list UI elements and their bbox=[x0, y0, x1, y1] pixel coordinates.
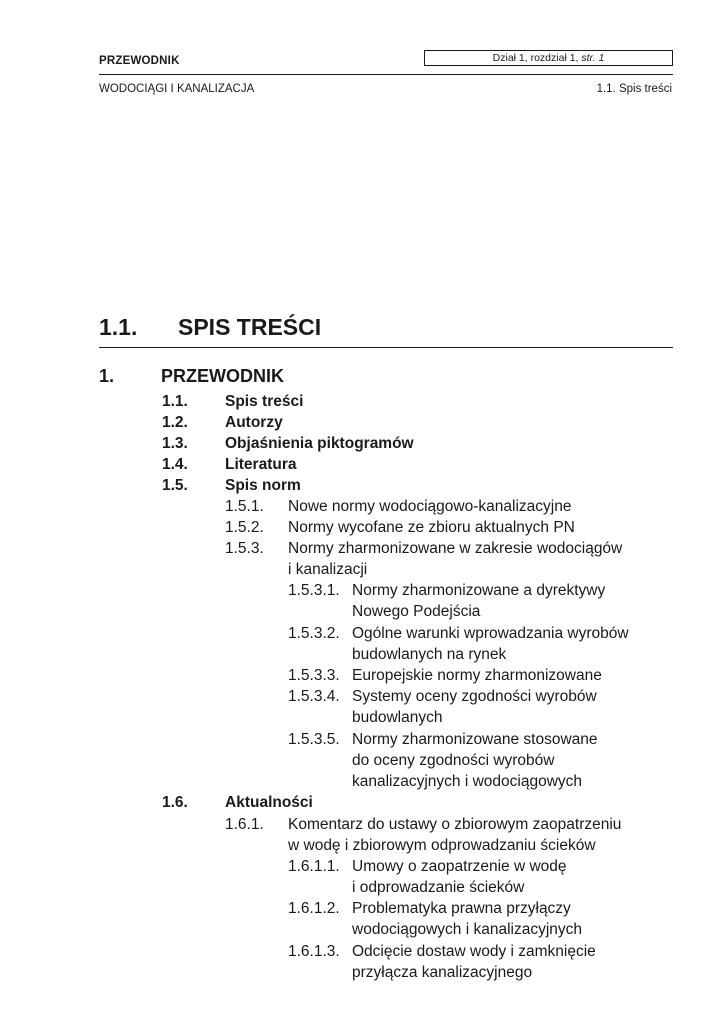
toc-entry-title: Normy zharmonizowane w zakresie wodociągów bbox=[288, 540, 623, 557]
toc-entry-number: 1.6.1. bbox=[225, 816, 264, 833]
toc-entry-title: do oceny zgodności wyrobów bbox=[352, 752, 555, 769]
toc-entry-title: budowlanych bbox=[352, 709, 443, 726]
toc-entry-title: Normy wycofane ze zbioru aktualnych PN bbox=[288, 519, 575, 536]
section-number: 1.1. bbox=[99, 314, 138, 340]
running-header-subtitle: WODOCIĄGI I KANALIZACJA bbox=[99, 83, 255, 95]
toc-entry-title: wodociągowych i kanalizacyjnych bbox=[352, 921, 583, 938]
toc-entry-number: 1.1. bbox=[162, 393, 188, 410]
toc-entry-title: i odprowadzanie ścieków bbox=[352, 879, 525, 896]
toc-entry-number: 1.5.3. bbox=[225, 540, 264, 557]
toc-entry-title: Autorzy bbox=[225, 414, 283, 431]
running-header-title: PRZEWODNIK bbox=[99, 55, 180, 67]
toc-entry-number: 1.6.1.2. bbox=[288, 900, 340, 917]
toc-entry-number: 1.5.3.1. bbox=[288, 582, 340, 599]
toc-entry-title: Nowe normy wodociągowo-kanalizacyjne bbox=[288, 498, 572, 515]
toc-entry-number: 1. bbox=[99, 366, 115, 386]
toc-entry-title: Ogólne warunki wprowadzania wyrobów bbox=[352, 625, 629, 642]
toc-entry-title: Systemy oceny zgodności wyrobów bbox=[352, 688, 597, 705]
toc-entry-number: 1.5.3.4. bbox=[288, 688, 340, 705]
toc-entry-title: Spis treści bbox=[225, 393, 304, 410]
toc-entry-title: Odcięcie dostaw wody i zamknięcie bbox=[352, 943, 596, 960]
toc-entry-title: budowlanych na rynek bbox=[352, 646, 507, 663]
toc-entry-number: 1.6.1.1. bbox=[288, 858, 340, 875]
toc-entry-number: 1.5. bbox=[162, 477, 188, 494]
page-reference-page: str. 1 bbox=[581, 52, 605, 64]
toc-entry-number: 1.3. bbox=[162, 435, 188, 452]
toc-entry-number: 1.5.2. bbox=[225, 519, 264, 536]
toc-entry-title: Spis norm bbox=[225, 477, 301, 494]
toc-entry-title: Europejskie normy zharmonizowane bbox=[352, 667, 602, 684]
toc-entry-title: Nowego Podejścia bbox=[352, 603, 481, 620]
toc-entry-title: Literatura bbox=[225, 456, 297, 473]
toc-entry-title: kanalizacyjnych i wodociągowych bbox=[352, 773, 583, 790]
page-reference-prefix: Dział 1, rozdział 1, bbox=[492, 52, 582, 64]
toc-entry-title: przyłącza kanalizacyjnego bbox=[352, 964, 533, 981]
toc-entry-number: 1.4. bbox=[162, 456, 188, 473]
toc-entry-title: Komentarz do ustawy o zbiorowym zaopatrzeniu bbox=[288, 816, 622, 833]
toc-entry-number: 1.5.3.2. bbox=[288, 625, 340, 642]
running-header-section: 1.1. Spis treści bbox=[596, 83, 672, 95]
toc-entry-number: 1.6.1.3. bbox=[288, 943, 340, 960]
toc-entry-title: Aktualności bbox=[225, 794, 313, 811]
toc-entry-number: 1.5.3.5. bbox=[288, 731, 340, 748]
toc-entry-title: w wodę i zbiorowym odprowadzaniu ścieków bbox=[288, 837, 596, 854]
toc-entry-title: Umowy o zaopatrzenie w wodę bbox=[352, 858, 567, 875]
toc-entry-title: Objaśnienia piktogramów bbox=[225, 435, 414, 452]
toc-entry-number: 1.6. bbox=[162, 794, 188, 811]
toc-entry-number: 1.5.3.3. bbox=[288, 667, 340, 684]
toc-entry-title: Problematyka prawna przyłączy bbox=[352, 900, 571, 917]
toc-entry-number: 1.5.1. bbox=[225, 498, 264, 515]
section-title: SPIS TREŚCI bbox=[178, 314, 322, 340]
toc-entry-title: Normy zharmonizowane a dyrektywy bbox=[352, 582, 606, 599]
toc-entry-title: i kanalizacji bbox=[288, 561, 368, 578]
toc-entry-title: PRZEWODNIK bbox=[161, 366, 284, 386]
toc-entry-title: Normy zharmonizowane stosowane bbox=[352, 731, 598, 748]
toc-entry-number: 1.2. bbox=[162, 414, 188, 431]
